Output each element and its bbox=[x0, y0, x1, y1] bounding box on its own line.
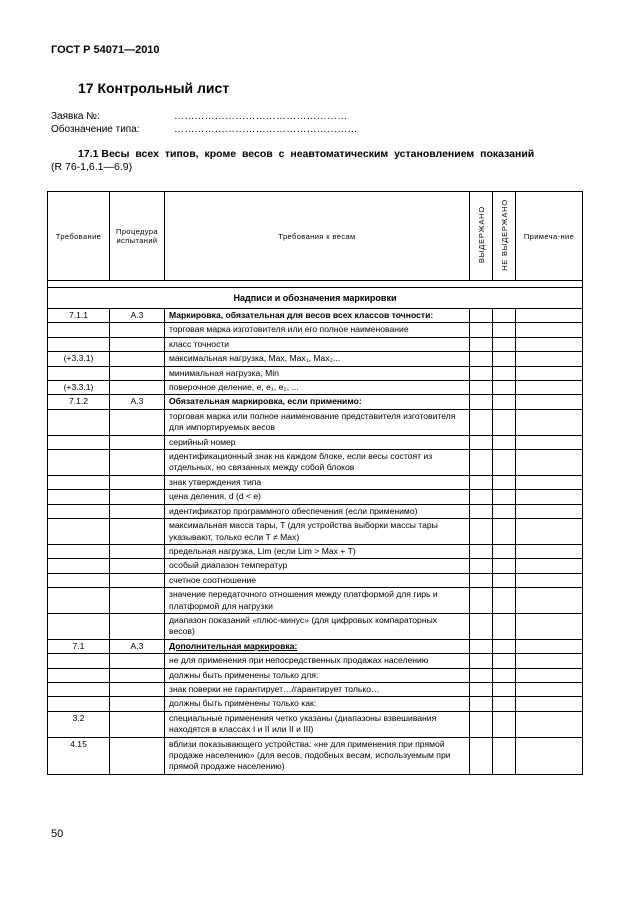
procedure-cell bbox=[110, 409, 165, 435]
requirement-text-cell: особый диапазон температур bbox=[165, 559, 470, 573]
requirement-cell bbox=[48, 588, 110, 614]
passed-checkbox-cell[interactable] bbox=[470, 588, 493, 614]
failed-checkbox-cell[interactable] bbox=[493, 366, 516, 380]
header-failed bbox=[493, 192, 516, 281]
procedure-cell: А.3 bbox=[110, 639, 165, 653]
procedure-cell bbox=[110, 613, 165, 639]
requirement-text-cell: Обязательная маркировка, если применимо: bbox=[165, 395, 470, 409]
procedure-cell bbox=[110, 588, 165, 614]
failed-checkbox-cell[interactable] bbox=[493, 682, 516, 696]
header-requirements-text: Требования к весам bbox=[165, 192, 470, 281]
procedure-cell: А.3 bbox=[110, 309, 165, 323]
failed-checkbox-cell[interactable] bbox=[493, 395, 516, 409]
failed-checkbox-cell[interactable] bbox=[493, 323, 516, 337]
header-requirement: Требование bbox=[48, 192, 110, 281]
procedure-cell bbox=[110, 668, 165, 682]
failed-checkbox-cell[interactable] bbox=[493, 613, 516, 639]
note-cell[interactable] bbox=[516, 588, 583, 614]
table-row bbox=[48, 337, 583, 351]
note-cell[interactable] bbox=[516, 352, 583, 366]
failed-checkbox-cell[interactable] bbox=[493, 737, 516, 774]
note-cell[interactable] bbox=[516, 475, 583, 489]
requirement-cell bbox=[48, 519, 110, 545]
requirement-text-cell: цена деления, d (d < e) bbox=[165, 490, 470, 504]
note-cell[interactable] bbox=[516, 450, 583, 476]
requirement-text-cell: счетное соотношение bbox=[165, 573, 470, 587]
procedure-cell bbox=[110, 450, 165, 476]
table-row bbox=[48, 559, 583, 573]
failed-checkbox-cell[interactable] bbox=[493, 654, 516, 668]
failed-checkbox-cell[interactable] bbox=[493, 381, 516, 395]
table-row bbox=[48, 573, 583, 587]
procedure-cell bbox=[110, 654, 165, 668]
table-row bbox=[48, 697, 583, 711]
requirement-cell: 4.15 bbox=[48, 737, 110, 774]
procedure-cell bbox=[110, 366, 165, 380]
note-cell[interactable] bbox=[516, 504, 583, 518]
failed-checkbox-cell[interactable] bbox=[493, 519, 516, 545]
field-dots: ……………………………………………… bbox=[174, 124, 358, 135]
requirement-text-cell: минимальная нагрузка, Min bbox=[165, 366, 470, 380]
failed-checkbox-cell[interactable] bbox=[493, 711, 516, 737]
requirement-cell: 3.2 bbox=[48, 711, 110, 737]
note-cell[interactable] bbox=[516, 323, 583, 337]
failed-checkbox-cell[interactable] bbox=[493, 573, 516, 587]
note-cell[interactable] bbox=[516, 544, 583, 558]
requirement-cell bbox=[48, 654, 110, 668]
note-cell[interactable] bbox=[516, 519, 583, 545]
failed-checkbox-cell[interactable] bbox=[493, 697, 516, 711]
procedure-cell bbox=[110, 544, 165, 558]
table-row bbox=[48, 323, 583, 337]
field-label: Обозначение типа: bbox=[51, 124, 140, 135]
requirement-cell: (+3.3.1) bbox=[48, 352, 110, 366]
passed-checkbox-cell[interactable] bbox=[470, 409, 493, 435]
failed-checkbox-cell[interactable] bbox=[493, 490, 516, 504]
passed-checkbox-cell[interactable] bbox=[470, 490, 493, 504]
failed-checkbox-cell[interactable] bbox=[493, 544, 516, 558]
note-cell[interactable] bbox=[516, 613, 583, 639]
header-passed-label: ВЫДЕРЖАНО bbox=[476, 206, 486, 264]
requirement-text-cell: должны быть применены только для: bbox=[165, 668, 470, 682]
application-number-field bbox=[51, 111, 348, 122]
table-row bbox=[48, 450, 583, 476]
field-label: Заявка №: bbox=[51, 111, 100, 122]
passed-checkbox-cell[interactable] bbox=[470, 337, 493, 351]
requirement-text-cell: вблизи показывающего устройства: «не для применения при прямой продаже населению» (для весов, подобных весам, используемым при прямой продаже населению) bbox=[165, 737, 470, 774]
note-cell[interactable] bbox=[516, 682, 583, 696]
note-cell[interactable] bbox=[516, 395, 583, 409]
requirement-cell: 7.1 bbox=[48, 639, 110, 653]
table-row bbox=[48, 639, 583, 653]
procedure-cell bbox=[110, 682, 165, 696]
requirement-text-cell: Дополнительная маркировка: bbox=[165, 639, 470, 653]
passed-checkbox-cell[interactable] bbox=[470, 544, 493, 558]
requirement-cell bbox=[48, 682, 110, 696]
passed-checkbox-cell[interactable] bbox=[470, 475, 493, 489]
document-code: ГОСТ Р 54071—2010 bbox=[51, 44, 160, 56]
subsection-heading bbox=[51, 148, 581, 174]
passed-checkbox-cell[interactable] bbox=[470, 711, 493, 737]
failed-checkbox-cell[interactable] bbox=[493, 504, 516, 518]
field-dots: …………………………………………… bbox=[174, 111, 348, 122]
table-row bbox=[48, 737, 583, 774]
requirement-text-cell: Маркировка, обязательная для весов всех классов точности: bbox=[165, 309, 470, 323]
requirement-cell bbox=[48, 559, 110, 573]
group-title-row bbox=[48, 288, 583, 309]
requirement-text-cell: знак утверждения типа bbox=[165, 475, 470, 489]
passed-checkbox-cell[interactable] bbox=[470, 654, 493, 668]
requirement-cell bbox=[48, 544, 110, 558]
passed-checkbox-cell[interactable] bbox=[470, 639, 493, 653]
failed-checkbox-cell[interactable] bbox=[493, 639, 516, 653]
header-procedure: Процедура испытаний bbox=[110, 192, 165, 281]
note-cell[interactable] bbox=[516, 654, 583, 668]
requirement-text-cell: не для применения при непосредственных продажах населению bbox=[165, 654, 470, 668]
note-cell[interactable] bbox=[516, 490, 583, 504]
requirement-cell bbox=[48, 668, 110, 682]
note-cell[interactable] bbox=[516, 573, 583, 587]
note-cell[interactable] bbox=[516, 697, 583, 711]
passed-checkbox-cell[interactable] bbox=[470, 682, 493, 696]
requirement-text-cell: диапазон показаний «плюс-минус» (для цифровых компараторных весов) bbox=[165, 613, 470, 639]
requirement-cell: 7.1.2 bbox=[48, 395, 110, 409]
passed-checkbox-cell[interactable] bbox=[470, 559, 493, 573]
requirement-cell bbox=[48, 366, 110, 380]
table-row bbox=[48, 668, 583, 682]
requirement-cell: 7.1.1 bbox=[48, 309, 110, 323]
checklist-table bbox=[47, 191, 583, 775]
procedure-cell bbox=[110, 711, 165, 737]
table-row bbox=[48, 519, 583, 545]
table-row bbox=[48, 544, 583, 558]
passed-checkbox-cell[interactable] bbox=[470, 613, 493, 639]
table-row bbox=[48, 588, 583, 614]
table-row bbox=[48, 366, 583, 380]
note-cell[interactable] bbox=[516, 711, 583, 737]
passed-checkbox-cell[interactable] bbox=[470, 395, 493, 409]
requirement-text-cell: идентификатор программного обеспечения (если применимо) bbox=[165, 504, 470, 518]
requirement-cell bbox=[48, 504, 110, 518]
requirement-cell bbox=[48, 573, 110, 587]
passed-checkbox-cell[interactable] bbox=[470, 668, 493, 682]
note-cell[interactable] bbox=[516, 559, 583, 573]
requirement-text-cell: поверочное деление, e, e₁, e₂, ... bbox=[165, 381, 470, 395]
failed-checkbox-cell[interactable] bbox=[493, 435, 516, 449]
table-row bbox=[48, 504, 583, 518]
subsection-number: 17.1 bbox=[78, 148, 99, 160]
table-row bbox=[48, 490, 583, 504]
subsection-reference: (R 76-1,6.1—6.9) bbox=[51, 161, 133, 173]
passed-checkbox-cell[interactable] bbox=[470, 323, 493, 337]
procedure-cell bbox=[110, 504, 165, 518]
header-note: Примеча-ние bbox=[516, 192, 583, 281]
procedure-cell bbox=[110, 697, 165, 711]
section-title: 17 Контрольный лист bbox=[78, 80, 230, 96]
note-cell[interactable] bbox=[516, 366, 583, 380]
procedure-cell bbox=[110, 381, 165, 395]
note-cell[interactable] bbox=[516, 381, 583, 395]
passed-checkbox-cell[interactable] bbox=[470, 504, 493, 518]
note-cell[interactable] bbox=[516, 337, 583, 351]
header-passed bbox=[470, 192, 493, 281]
failed-checkbox-cell[interactable] bbox=[493, 450, 516, 476]
procedure-cell bbox=[110, 323, 165, 337]
table-row bbox=[48, 475, 583, 489]
passed-checkbox-cell[interactable] bbox=[470, 450, 493, 476]
requirement-cell bbox=[48, 409, 110, 435]
failed-checkbox-cell[interactable] bbox=[493, 668, 516, 682]
requirement-text-cell: максимальная нагрузка, Max, Max₁, Max₂... bbox=[165, 352, 470, 366]
requirement-cell bbox=[48, 435, 110, 449]
table-row bbox=[48, 409, 583, 435]
requirement-text-cell: идентификационный знак на каждом блоке, если весы состоят из отдельных, но связанных между собой блоков bbox=[165, 450, 470, 476]
procedure-cell bbox=[110, 435, 165, 449]
requirement-cell bbox=[48, 697, 110, 711]
passed-checkbox-cell[interactable] bbox=[470, 352, 493, 366]
requirement-cell bbox=[48, 337, 110, 351]
page-number: 50 bbox=[51, 828, 64, 840]
passed-checkbox-cell[interactable] bbox=[470, 309, 493, 323]
procedure-cell: А.3 bbox=[110, 395, 165, 409]
note-cell[interactable] bbox=[516, 435, 583, 449]
spacer-row bbox=[48, 281, 583, 288]
requirement-cell bbox=[48, 450, 110, 476]
passed-checkbox-cell[interactable] bbox=[470, 366, 493, 380]
table-row bbox=[48, 682, 583, 696]
failed-checkbox-cell[interactable] bbox=[493, 337, 516, 351]
failed-checkbox-cell[interactable] bbox=[493, 409, 516, 435]
note-cell[interactable] bbox=[516, 737, 583, 774]
passed-checkbox-cell[interactable] bbox=[470, 519, 493, 545]
subsection-title: Весы всех типов, кроме весов с неавтоматическим установлением показаний bbox=[101, 148, 535, 160]
failed-checkbox-cell[interactable] bbox=[493, 309, 516, 323]
passed-checkbox-cell[interactable] bbox=[470, 435, 493, 449]
requirement-cell bbox=[48, 323, 110, 337]
requirement-text-cell: должны быть применены только как: bbox=[165, 697, 470, 711]
note-cell[interactable] bbox=[516, 409, 583, 435]
passed-checkbox-cell[interactable] bbox=[470, 737, 493, 774]
passed-checkbox-cell[interactable] bbox=[470, 573, 493, 587]
group-title: Надписи и обозначения маркировки bbox=[48, 288, 583, 309]
requirement-text-cell: предельная нагрузка, Lim (если Lim > Max + T) bbox=[165, 544, 470, 558]
requirement-cell bbox=[48, 490, 110, 504]
requirement-text-cell: серийный номер bbox=[165, 435, 470, 449]
passed-checkbox-cell[interactable] bbox=[470, 381, 493, 395]
type-designation-field bbox=[51, 124, 358, 135]
procedure-cell bbox=[110, 737, 165, 774]
requirement-text-cell: знак поверки не гарантирует…/гарантирует только… bbox=[165, 682, 470, 696]
table-row bbox=[48, 435, 583, 449]
procedure-cell bbox=[110, 337, 165, 351]
table-row bbox=[48, 352, 583, 366]
failed-checkbox-cell[interactable] bbox=[493, 588, 516, 614]
procedure-cell bbox=[110, 519, 165, 545]
note-cell[interactable] bbox=[516, 668, 583, 682]
procedure-cell bbox=[110, 559, 165, 573]
passed-checkbox-cell[interactable] bbox=[470, 697, 493, 711]
requirement-text-cell: торговая марка изготовителя или его полное наименование bbox=[165, 323, 470, 337]
procedure-cell bbox=[110, 352, 165, 366]
requirement-cell bbox=[48, 613, 110, 639]
table-header-row bbox=[48, 192, 583, 281]
note-cell[interactable] bbox=[516, 309, 583, 323]
requirement-text-cell: максимальная масса тары, T (для устройства выборки массы тары указывают, только если T ≠ Max) bbox=[165, 519, 470, 545]
table-row bbox=[48, 309, 583, 323]
header-failed-label: НЕ ВЫДЕРЖАНО bbox=[499, 199, 509, 271]
failed-checkbox-cell[interactable] bbox=[493, 559, 516, 573]
requirement-cell bbox=[48, 475, 110, 489]
requirement-cell: (+3.3.1) bbox=[48, 381, 110, 395]
requirement-text-cell: торговая марка или полное наименование представителя изготовителя для импортируемых весов bbox=[165, 409, 470, 435]
procedure-cell bbox=[110, 475, 165, 489]
failed-checkbox-cell[interactable] bbox=[493, 352, 516, 366]
requirement-text-cell: класс точности bbox=[165, 337, 470, 351]
requirement-text-cell: значение передаточного отношения между платформой для гирь и платформой для нагрузки bbox=[165, 588, 470, 614]
table-row bbox=[48, 613, 583, 639]
requirement-text-cell: специальные применения четко указаны (диапазоны взвешивания находятся в классах I и II или II и III) bbox=[165, 711, 470, 737]
table-row bbox=[48, 654, 583, 668]
table-row bbox=[48, 395, 583, 409]
note-cell[interactable] bbox=[516, 639, 583, 653]
table-row bbox=[48, 381, 583, 395]
table-row bbox=[48, 711, 583, 737]
procedure-cell bbox=[110, 490, 165, 504]
failed-checkbox-cell[interactable] bbox=[493, 475, 516, 489]
procedure-cell bbox=[110, 573, 165, 587]
